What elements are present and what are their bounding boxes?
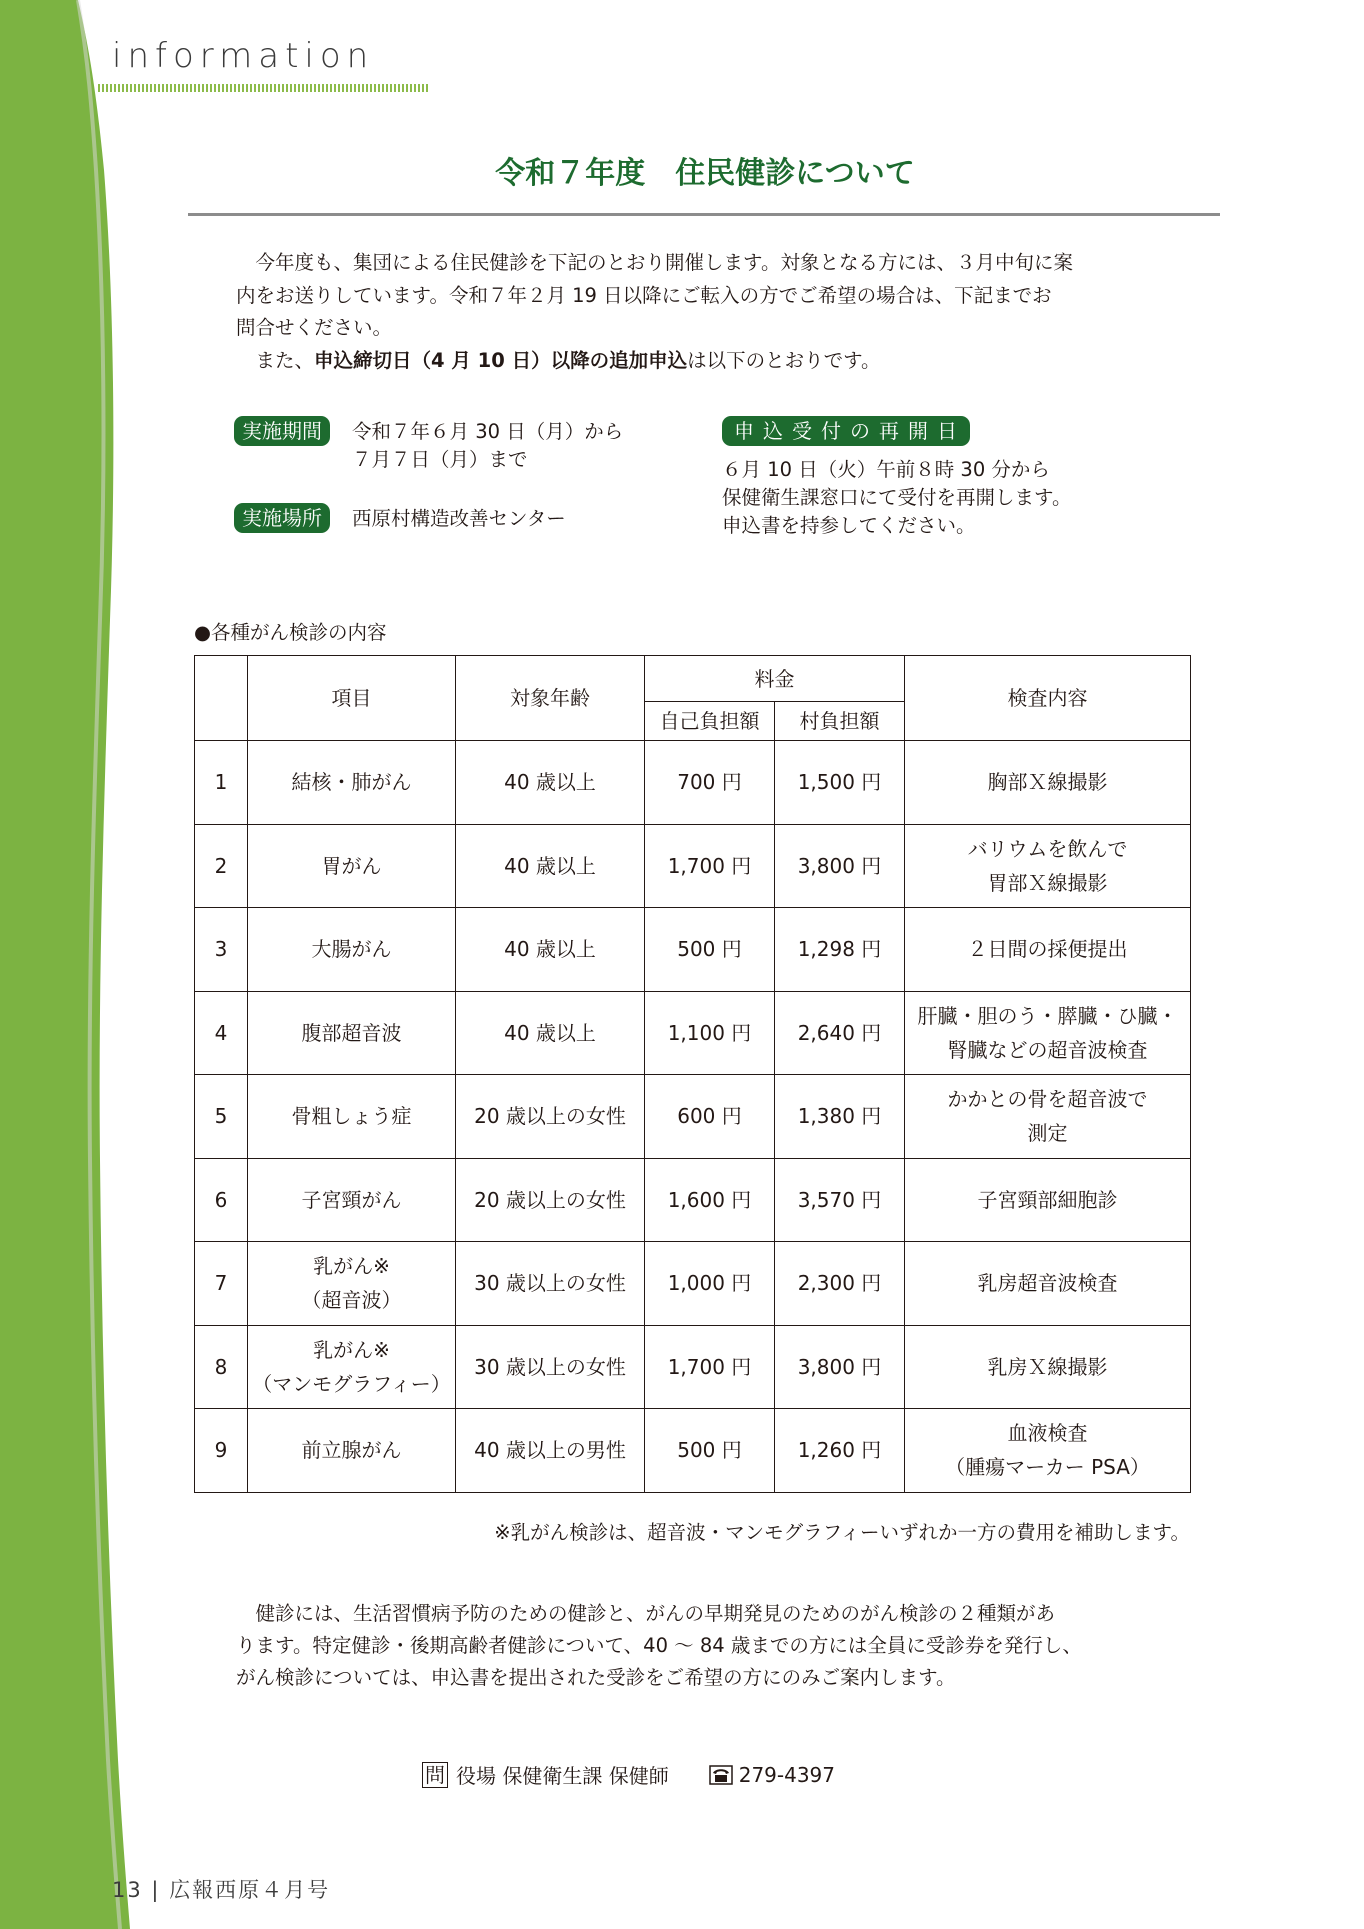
row-content-line: 子宮頸部細胞診 <box>977 1187 1118 1212</box>
row-self-pay <box>645 1242 775 1326</box>
row-age-line: 30 歳以上の女性 <box>474 1271 626 1296</box>
closing-text <box>236 1598 1136 1694</box>
row-village-pay <box>775 1075 905 1159</box>
row-content <box>905 1158 1191 1242</box>
table-caption: ●各種がん検診の内容 <box>194 621 387 644</box>
row-age-line: 20 歳以上の女性 <box>474 1104 626 1129</box>
intro-line-2: 内をお送りしています。令和７年２月 19 日以降にご転入の方でご希望の場合は、下記までお <box>236 283 1052 307</box>
row-item-line: 大腸がん <box>311 937 392 962</box>
header-number <box>195 656 248 741</box>
row-age-line: 40 歳以上 <box>504 1020 596 1045</box>
row-number <box>195 741 248 825</box>
row-village-pay-line: 1,298 円 <box>797 937 882 962</box>
row-item-line: 結核・肺がん <box>291 770 412 795</box>
deadline-emphasis: 申込締切日（4 月 10 日）以降の追加申込 <box>314 348 688 372</box>
row-self-pay-line: 1,700 円 <box>667 853 752 878</box>
row-age <box>456 991 645 1075</box>
place-block <box>234 503 566 533</box>
row-item-line: 前立腺がん <box>301 1438 402 1463</box>
row-item-line: （超音波） <box>301 1288 402 1313</box>
place-text: 西原村構造改善センター <box>352 507 566 530</box>
row-number <box>195 1409 248 1493</box>
row-age <box>456 1242 645 1326</box>
row-age <box>456 1325 645 1409</box>
row-age-line: 40 歳以上の男性 <box>474 1438 626 1463</box>
period-line-2: ７月７日（月）まで <box>352 448 528 471</box>
closing-line-3: がん検診については、申込書を提出された受診をご希望の方にのみご案内します。 <box>236 1666 956 1689</box>
row-village-pay <box>775 824 905 908</box>
row-self-pay-line: 600 円 <box>677 1104 742 1129</box>
row-age-line: 40 歳以上 <box>504 770 596 795</box>
row-village-pay-line: 1,260 円 <box>797 1438 882 1463</box>
row-number <box>195 1158 248 1242</box>
row-content <box>905 741 1191 825</box>
row-age <box>456 741 645 825</box>
row-self-pay-line: 500 円 <box>677 937 742 962</box>
row-village-pay <box>775 1158 905 1242</box>
row-content <box>905 1242 1191 1326</box>
row-content <box>905 908 1191 992</box>
header-item: 項目 <box>248 656 456 741</box>
intro-line-1: 今年度も、集団による住民健診を下記のとおり開催します。対象となる方には、３月中旬に案 <box>255 251 1073 274</box>
table-row <box>195 824 1191 908</box>
intro-line-4-post: は以下のとおりです。 <box>687 348 881 372</box>
contact-department: 役場 保健衛生課 保健師 <box>456 1764 669 1788</box>
row-village-pay <box>775 741 905 825</box>
reopen-text <box>722 456 1071 540</box>
row-number-line: 2 <box>214 853 228 878</box>
row-village-pay-line: 1,500 円 <box>797 770 882 795</box>
closing-line-2: ります。特定健診・後期高齢者健診について、40 ～ 84 歳までの方には全員に受診券を発行し、 <box>236 1634 1082 1657</box>
row-self-pay <box>645 1409 775 1493</box>
period-badge: 実施期間 <box>234 416 330 446</box>
table-row <box>195 1409 1191 1493</box>
table-row <box>195 1158 1191 1242</box>
row-number-line: 3 <box>214 937 228 962</box>
row-item <box>248 1242 456 1326</box>
row-item-line: 胃がん <box>321 853 382 878</box>
row-item <box>248 991 456 1075</box>
row-age <box>456 824 645 908</box>
row-number-line: 9 <box>214 1438 228 1463</box>
row-item <box>248 908 456 992</box>
row-item-line: （マンモグラフィー） <box>252 1371 451 1396</box>
row-content <box>905 1325 1191 1409</box>
row-age <box>456 1158 645 1242</box>
closing-line-1: 健診には、生活習慣病予防のための健診と、がんの早期発見のためのがん検診の２種類があ <box>255 1602 1056 1625</box>
reopen-badge: 申込受付の再開日 <box>722 416 970 446</box>
row-content-line: 肝臓・胆のう・膵臓・ひ臓・ <box>917 1003 1178 1028</box>
reopen-line-2: 保健衛生課窓口にて受付を再開します。 <box>722 486 1072 509</box>
row-number-line: 8 <box>214 1354 228 1379</box>
row-content-line: 測定 <box>1027 1121 1068 1146</box>
row-village-pay <box>775 1325 905 1409</box>
row-village-pay-line: 2,300 円 <box>797 1271 882 1296</box>
row-self-pay-line: 700 円 <box>677 770 742 795</box>
row-self-pay-line: 1,700 円 <box>667 1354 752 1379</box>
row-age <box>456 1409 645 1493</box>
row-number <box>195 824 248 908</box>
intro-line-3: 問合せください。 <box>236 316 393 339</box>
row-content-line: 胃部Ｘ線撮影 <box>987 870 1108 895</box>
intro-line-4 <box>236 345 1136 378</box>
row-village-pay-line: 3,800 円 <box>797 853 882 878</box>
row-item-line: 骨粗しょう症 <box>291 1104 412 1129</box>
period-text <box>352 418 623 474</box>
period-block <box>234 416 624 471</box>
place-badge: 実施場所 <box>234 503 330 533</box>
title-divider <box>188 213 1220 216</box>
publication-name: 広報西原４月号 <box>169 1878 331 1902</box>
row-number <box>195 1242 248 1326</box>
row-item <box>248 1075 456 1159</box>
row-content-line: 乳房超音波検査 <box>977 1271 1118 1296</box>
row-self-pay <box>645 824 775 908</box>
row-item <box>248 1158 456 1242</box>
reopen-line-1: ６月 10 日（火）午前８時 30 分から <box>722 458 1050 481</box>
row-age-line: 30 歳以上の女性 <box>474 1354 626 1379</box>
table-row <box>195 908 1191 992</box>
table-row <box>195 1325 1191 1409</box>
row-number <box>195 908 248 992</box>
reopen-line-3: 申込書を持参してください。 <box>722 514 976 537</box>
row-village-pay <box>775 1409 905 1493</box>
row-number-line: 1 <box>214 770 228 795</box>
row-content <box>905 991 1191 1075</box>
telephone-icon <box>709 1765 733 1785</box>
row-item-line: 子宮頸がん <box>301 1187 402 1212</box>
row-number-line: 7 <box>214 1271 228 1296</box>
row-content <box>905 824 1191 908</box>
row-village-pay-line: 3,570 円 <box>797 1187 882 1212</box>
row-item-line: 乳がん※ <box>313 1254 390 1279</box>
row-item <box>248 824 456 908</box>
page-footer <box>112 1874 330 1904</box>
contact-phone: 279-4397 <box>738 1762 836 1787</box>
row-self-pay <box>645 1075 775 1159</box>
row-item <box>248 741 456 825</box>
row-number-line: 5 <box>214 1104 228 1129</box>
row-item <box>248 1325 456 1409</box>
cancer-screening-table <box>194 655 1191 1493</box>
row-content <box>905 1075 1191 1159</box>
row-content <box>905 1409 1191 1493</box>
row-item-line: 腹部超音波 <box>301 1020 402 1045</box>
row-content-line: かかとの骨を超音波で <box>947 1087 1148 1112</box>
header-self-pay: 自己負担額 <box>645 702 775 741</box>
intro-text <box>236 247 1136 377</box>
row-village-pay <box>775 908 905 992</box>
table-row <box>195 1075 1191 1159</box>
row-number <box>195 1075 248 1159</box>
page-title: 令和７年度 住民健診について <box>495 156 915 191</box>
table-row <box>195 1242 1191 1326</box>
header-fee: 料金 <box>645 656 905 702</box>
inquiry-mark: 問 <box>422 1762 448 1788</box>
header-village-pay: 村負担額 <box>775 702 905 741</box>
row-item-line: 乳がん※ <box>313 1337 390 1362</box>
row-self-pay <box>645 908 775 992</box>
row-item <box>248 1409 456 1493</box>
row-self-pay-line: 1,000 円 <box>667 1271 752 1296</box>
row-age <box>456 1075 645 1159</box>
intro-line-4-pre: また、 <box>255 348 315 372</box>
row-content-line: 血液検査 <box>1007 1421 1088 1446</box>
row-number-line: 4 <box>214 1020 228 1045</box>
row-village-pay-line: 1,380 円 <box>797 1104 882 1129</box>
row-self-pay <box>645 741 775 825</box>
row-number <box>195 1325 248 1409</box>
row-age <box>456 908 645 992</box>
row-age-line: 20 歳以上の女性 <box>474 1187 626 1212</box>
dotted-rule <box>98 84 428 92</box>
row-content-line: （腫瘍マーカー PSA） <box>945 1455 1150 1480</box>
row-number <box>195 991 248 1075</box>
page-number: 13 <box>112 1878 143 1902</box>
row-village-pay-line: 2,640 円 <box>797 1020 882 1045</box>
row-self-pay-line: 500 円 <box>677 1438 742 1463</box>
row-self-pay <box>645 1158 775 1242</box>
row-content-line: ２日間の採便提出 <box>967 937 1128 962</box>
reopen-badge-wrap <box>722 416 970 446</box>
row-age-line: 40 歳以上 <box>504 853 596 878</box>
header-age: 対象年齢 <box>456 656 645 741</box>
row-self-pay <box>645 991 775 1075</box>
row-content-line: バリウムを飲んで <box>967 836 1128 861</box>
row-content-line: 胸部Ｘ線撮影 <box>987 770 1108 795</box>
contact-info <box>422 1760 835 1789</box>
row-content-line: 腎臓などの超音波検査 <box>947 1037 1148 1062</box>
section-label: information <box>112 36 375 76</box>
row-content-line: 乳房Ｘ線撮影 <box>987 1354 1108 1379</box>
row-village-pay <box>775 1242 905 1326</box>
row-village-pay <box>775 991 905 1075</box>
row-self-pay-line: 1,600 円 <box>667 1187 752 1212</box>
row-village-pay-line: 3,800 円 <box>797 1354 882 1379</box>
table-footnote: ※乳がん検診は、超音波・マンモグラフィーいずれか一方の費用を補助します。 <box>494 1521 1190 1544</box>
table-row <box>195 741 1191 825</box>
row-number-line: 6 <box>214 1187 228 1212</box>
table-row <box>195 991 1191 1075</box>
period-line-1: 令和７年６月 30 日（月）から <box>352 420 624 443</box>
footer-separator: | <box>151 1878 161 1902</box>
row-self-pay <box>645 1325 775 1409</box>
row-self-pay-line: 1,100 円 <box>667 1020 752 1045</box>
decorative-green-band <box>0 0 140 1929</box>
row-age-line: 40 歳以上 <box>504 937 596 962</box>
header-content: 検査内容 <box>905 656 1191 741</box>
